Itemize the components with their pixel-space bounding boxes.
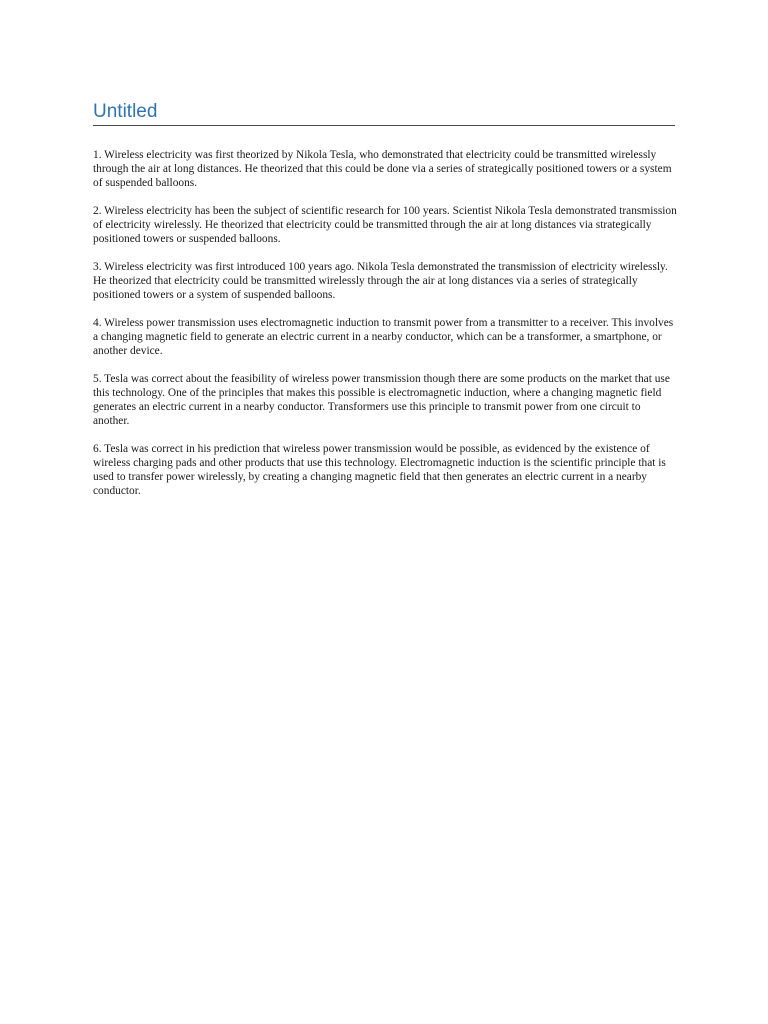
paragraph-3: 3. Wireless electricity was first introduced 100 years ago. Nikola Tesla demonstrated the transmission of electricity wirelessly. He theorized that electricity could be transmitted wirelessly through the air at long distances via a series of strategically positioned towers or a system of suspended balloons. (93, 261, 668, 301)
paragraph-6: 6. Tesla was correct in his prediction that wireless power transmission would be possible, as evidenced by the existence of wireless charging pads and other products that use this technology. Electromagnetic induction is the scientific principle that is used to transfer power wirelessly, by creating a changing magnetic field that then generates an electric current in a nearby conductor. (93, 443, 666, 497)
title-divider (93, 125, 675, 126)
paragraph-1: 1. Wireless electricity was first theorized by Nikola Tesla, who demonstrated that electricity could be transmitted wirelessly through the air at long distances. He theorized that this could be done via a series of strategically positioned towers or a system of suspended balloons. (93, 149, 672, 189)
paragraph-2: 2. Wireless electricity has been the subject of scientific research for 100 years. Scientist Nikola Tesla demonstrated transmission of electricity wirelessly. He theorized that electricity could be transmitted through the air at long distances via strategically positioned towers or suspended balloons. (93, 205, 677, 245)
document-title: Untitled (93, 101, 158, 122)
document-body (93, 148, 677, 512)
paragraph-5: 5. Tesla was correct about the feasibility of wireless power transmission though there are some products on the market that use this technology. One of the principles that makes this possible is electromagnetic induction, where a changing magnetic field generates an electric current in a nearby conductor. Transformers use this principle to transmit power from one circuit to another. (93, 373, 670, 427)
paragraph-4: 4. Wireless power transmission uses electromagnetic induction to transmit power from a transmitter to a receiver. This involves a changing magnetic field to generate an electric current in a nearby conductor, which can be a transformer, a smartphone, or another device. (93, 317, 674, 357)
